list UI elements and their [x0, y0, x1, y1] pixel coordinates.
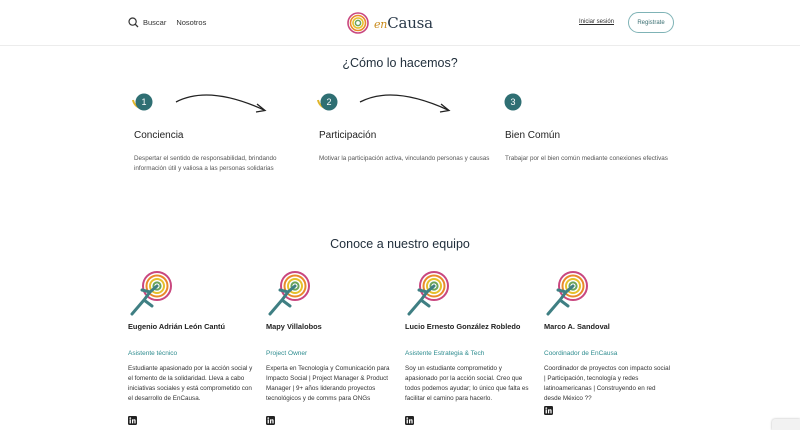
member-role: Coordinador de EnCausa [544, 350, 618, 357]
step-desc-1: Despertar el sentido de responsabilidad, brindando información útil y valiosa a las personas solidarias [134, 155, 277, 172]
member-role: Asistente técnico [128, 350, 178, 357]
register-button[interactable]: Registrate [628, 12, 674, 33]
step-title-1: Conciencia [134, 130, 184, 141]
linkedin-icon[interactable] [544, 406, 553, 415]
arrow-icon [174, 92, 270, 118]
member-logo-icon [544, 270, 594, 318]
member-role: Asistente Estrategia & Tech [405, 350, 485, 357]
step-desc-2: Motivar la participación activa, vinculando personas y causas [319, 155, 490, 162]
member-name: Marco A. Sandoval [544, 322, 610, 331]
member-name: Eugenio Adrián León Cantú [128, 322, 226, 331]
member-logo-icon [128, 270, 178, 318]
step-title-2: Participación [319, 130, 377, 141]
step-title-3: Bien Común [505, 130, 561, 141]
step-number-3: 3 [510, 97, 516, 108]
arrow-icon [358, 92, 454, 118]
brand-logo[interactable] [347, 12, 433, 34]
step-badge-1 [130, 92, 154, 116]
nav-link-nosotros[interactable]: Nosotros [176, 18, 207, 27]
linkedin-icon[interactable] [266, 416, 275, 425]
step-badge-2 [315, 92, 339, 116]
member-logo-icon [405, 270, 455, 318]
member-name: Lucio Ernesto González Robledo [405, 322, 521, 331]
linkedin-icon[interactable] [405, 416, 414, 425]
brand-name [374, 14, 433, 32]
how-section-title: ¿Cómo lo hacemos? [342, 56, 458, 70]
search-label: Buscar [143, 18, 167, 27]
search-icon [128, 17, 139, 28]
brand-main: Causa [387, 14, 433, 32]
login-link[interactable]: Iniciar sesión [579, 19, 615, 25]
member-bio: Estudiante apasionado por la acción social y el fomento de la solidaridad. Lleva a cabo iniciativas sociales y está comprometido con el desarrollo de EnCausa. [128, 365, 253, 402]
step-number-1: 1 [141, 97, 147, 108]
member-role: Project Owner [266, 350, 308, 357]
step-badge-3 [501, 92, 525, 116]
search-button[interactable] [128, 17, 166, 28]
member-bio: Experta en Tecnología y Comunicación para Impacto Social | Project Manager & Product Manager | 9+ años liderando proyectos tecnológicos y de comms para ONGs [266, 365, 390, 402]
step-desc-3: Trabajar por el bien común mediante conexiones efectivas [505, 155, 668, 162]
member-bio: Coordinador de proyectos con impacto social | Participación, tecnología y redes latinoamericanas | Construyendo en red desde México ?? [544, 365, 671, 402]
step-number-2: 2 [326, 97, 332, 108]
brand-logo-icon [347, 12, 369, 34]
brand-prefix: en [374, 18, 388, 31]
team-section-title: Conoce a nuestro equipo [330, 237, 470, 251]
member-logo-icon [266, 270, 316, 318]
recaptcha-badge[interactable] [772, 419, 800, 430]
site-header [0, 0, 800, 46]
linkedin-icon[interactable] [128, 416, 137, 425]
member-name: Mapy Villalobos [266, 322, 322, 331]
member-bio: Soy un estudiante comprometido y apasionado por la acción social. Creo que todos podemos ayudar; lo único que falta es facilitar el camino para hacerlo. [405, 365, 529, 402]
header-nav [128, 17, 206, 28]
